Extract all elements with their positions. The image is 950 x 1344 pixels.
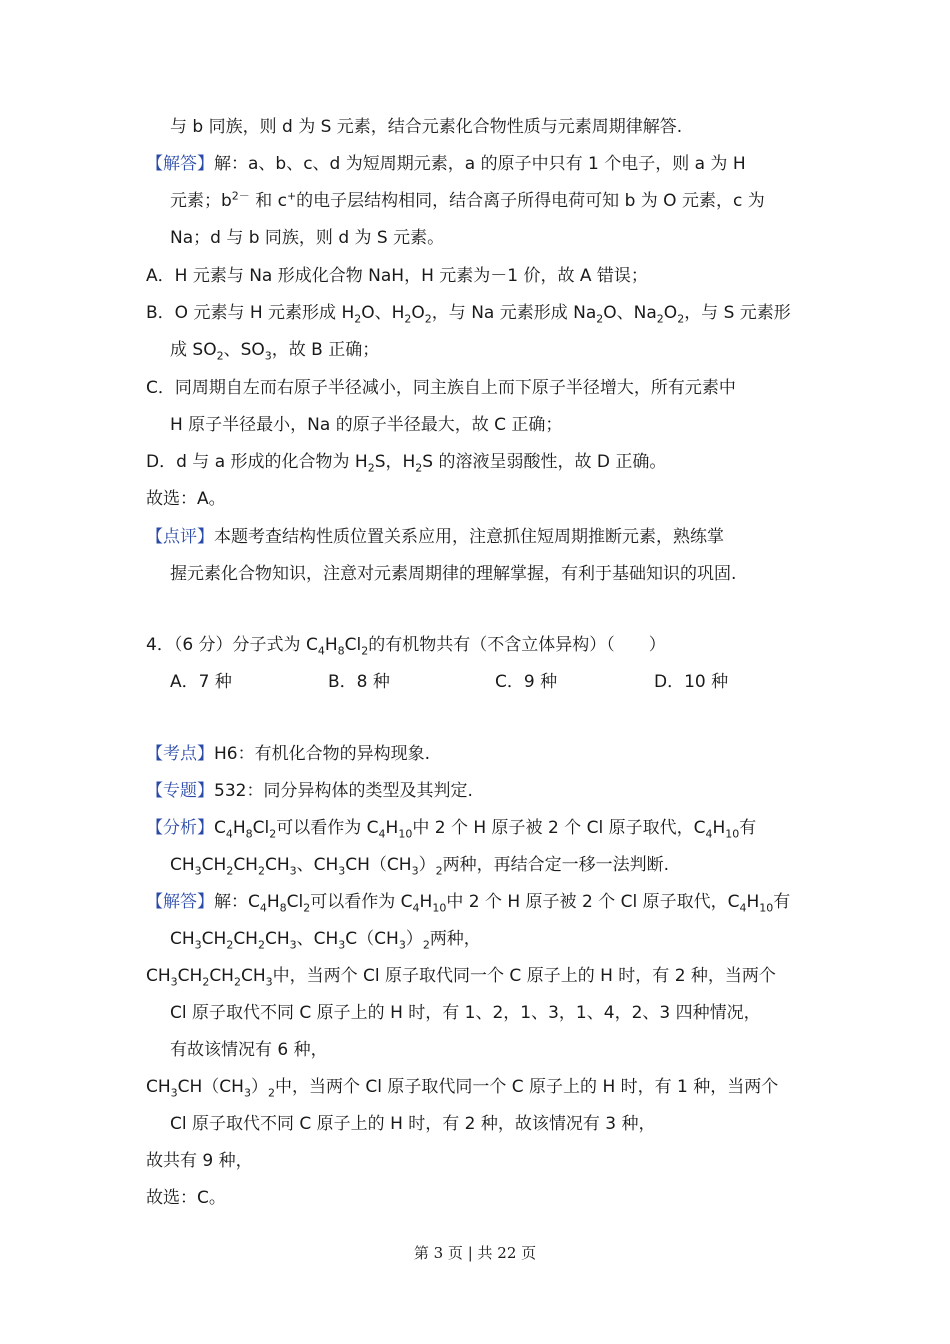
review-line-2: 握元素化合物知识，注意对元素周期律的理解掌握，有利于基础知识的巩固. [170, 564, 737, 584]
option-c: C．9 种 [495, 672, 558, 692]
q3-answer-line-3: Na；d 与 b 同族，则 d 为 S 元素。 [170, 228, 445, 248]
subscript: 2 [677, 312, 685, 326]
jieda-line-2 [170, 927, 481, 951]
text-seg: CH [170, 929, 195, 949]
text-seg: ，与 Na 元素形成 Na [431, 303, 597, 323]
text-seg: 两种， [429, 929, 481, 949]
subscript: 2 [435, 864, 443, 878]
subscript: 3 [243, 1086, 251, 1100]
subscript: 3 [264, 349, 272, 363]
zhuanti-line [146, 779, 473, 803]
subscript: 2 [404, 312, 412, 326]
text-seg: ，故 B 正确； [271, 340, 380, 360]
text-seg: 、SO [223, 340, 265, 360]
text-seg: 元素；b [170, 191, 232, 211]
subscript: 3 [338, 938, 346, 952]
jieda-line-1 [146, 890, 790, 914]
option-c-explanation-2: H 原子半径最小，Na 的原子半径最大，故 C 正确； [170, 415, 563, 435]
q3-answer-line-2 [170, 189, 765, 213]
subscript: 4 [739, 901, 747, 915]
text-seg: ） [250, 1077, 268, 1097]
text-seg: CH [201, 855, 227, 875]
text-seg: CH（CH [177, 1077, 244, 1097]
text-seg: 可以看作为 C [276, 818, 379, 838]
option-b-explanation [146, 301, 791, 325]
text-seg: Cl [252, 818, 270, 838]
text-seg: 、CH [296, 855, 339, 875]
subscript: 10 [725, 827, 740, 841]
fenxi-tag: 【分析】 [146, 818, 214, 838]
subscript: 3 [194, 938, 202, 952]
text-seg: 中，当两个 Cl 原子取代同一个 C 原子上的 H 时，有 1 种，当两个 [274, 1077, 779, 1097]
text-seg: ） [418, 855, 436, 875]
text-seg: CH [264, 929, 290, 949]
option-a: A．7 种 [170, 672, 232, 692]
text-seg: O [663, 303, 678, 323]
subscript: 2 [269, 827, 277, 841]
text-seg: 、CH [296, 929, 339, 949]
subscript: 4 [225, 827, 233, 841]
subscript: 2 [226, 938, 234, 952]
answer-tag: 【解答】 [146, 154, 214, 174]
text-seg: CH（CH [345, 855, 412, 875]
subscript: 2 [216, 349, 224, 363]
q3-answer-line-1 [146, 152, 746, 176]
subscript: 4 [378, 827, 386, 841]
option-b-explanation-2 [170, 338, 379, 362]
subscript: 2 [367, 461, 375, 475]
subscript: 3 [170, 975, 178, 989]
text-seg: O [411, 303, 425, 323]
zhuanti-tag: 【专题】 [146, 781, 214, 801]
text-seg: CH [240, 966, 266, 986]
text-seg: H [746, 892, 760, 912]
text-seg: O、H [361, 303, 405, 323]
text-seg: 成 SO [170, 340, 217, 360]
case-2-line-1 [146, 1075, 778, 1099]
total-line: 故共有 9 种， [146, 1151, 253, 1171]
subscript: 8 [279, 901, 287, 915]
case-1-line-2: Cl 原子取代不同 C 原子上的 H 时，有 1、2，1、3，1、4，2、3 四种情况， [170, 1003, 761, 1023]
subscript: 2 [303, 901, 311, 915]
subscript: 3 [289, 864, 297, 878]
text-seg: CH [264, 855, 290, 875]
text-seg: 4．（6 分）分子式为 C [146, 635, 318, 655]
text-seg: CH [146, 966, 171, 986]
text-seg: 中 2 个 H 原子被 2 个 Cl 原子取代，C [446, 892, 740, 912]
text-seg: 的电子层结构相同，结合离子所得电荷可知 b 为 O 元素，c 为 [296, 191, 765, 211]
review-text: 本题考查结构性质位置关系应用，注意抓住短周期推断元素，熟练掌 [214, 527, 724, 547]
subscript: 3 [338, 864, 346, 878]
text-seg: CH [170, 855, 195, 875]
text-seg: 解：C [214, 892, 260, 912]
text-seg: 的有机物共有（不含立体异构）（ ） [368, 635, 666, 655]
kaodian-line [146, 742, 430, 766]
subscript: 2 [257, 864, 265, 878]
text-seg: CH [209, 966, 234, 986]
answer-text: 解：a、b、c、d 为短周期元素，a 的原子中只有 1 个电子，则 a 为 H [214, 154, 746, 174]
case-1-line-3: 有故该情况有 6 种， [170, 1040, 328, 1060]
page-footer: 第 3 页 | 共 22 页 [413, 1244, 537, 1262]
subscript: 2 [361, 644, 369, 658]
text-seg: H [419, 892, 433, 912]
option-d: D．10 种 [654, 672, 729, 692]
text-seg: CH [177, 966, 203, 986]
text-seg: CH [201, 929, 227, 949]
text-seg: 和 c [249, 191, 287, 211]
subscript: 2 [415, 461, 423, 475]
subscript: 3 [289, 938, 297, 952]
subscript: 2 [422, 938, 430, 952]
q3-choice: 故选：A。 [146, 489, 226, 509]
text-seg: C [214, 818, 226, 838]
q4-choice: 故选：C。 [146, 1188, 226, 1208]
text-seg: CH [233, 855, 258, 875]
case-2-line-2: Cl 原子取代不同 C 原子上的 H 时，有 2 种，故该情况有 3 种， [170, 1114, 656, 1134]
subscript: 2 [226, 864, 234, 878]
subscript: 10 [759, 901, 774, 915]
subscript: 2 [233, 975, 241, 989]
text-seg: ，与 S 元素形 [684, 303, 791, 323]
text-seg: Cl [286, 892, 304, 912]
subscript: 2 [202, 975, 210, 989]
text-seg: H [266, 892, 280, 912]
subscript: 10 [432, 901, 447, 915]
superscript: + [286, 189, 297, 203]
text-seg: D．d 与 a 形成的化合物为 H [146, 452, 368, 472]
text-seg: 两种，再结合定一移一法判断. [442, 855, 669, 875]
text-seg: 有 [773, 892, 791, 912]
text-seg: Cl [344, 635, 362, 655]
subscript: 4 [317, 644, 325, 658]
subscript: 3 [265, 975, 273, 989]
text-seg: S 的溶液呈弱酸性，故 D 正确。 [422, 452, 667, 472]
text-seg: 中 2 个 H 原子被 2 个 Cl 原子取代，C [412, 818, 706, 838]
text-seg: H [385, 818, 399, 838]
review-line-1 [146, 525, 724, 549]
text-seg: 可以看作为 C [310, 892, 413, 912]
option-c-explanation: C．同周期自左而右原子半径减小，同主族自上而下原子半径增大，所有元素中 [146, 378, 736, 398]
text-seg: CH [233, 929, 258, 949]
analysis-tail: 与 b 同族，则 d 为 S 元素，结合元素化合物性质与元素周期律解答. [170, 117, 683, 137]
review-tag: 【点评】 [146, 527, 214, 547]
case-1-line-1 [146, 964, 776, 988]
subscript: 3 [194, 864, 202, 878]
jieda-tag: 【解答】 [146, 892, 214, 912]
subscript: 10 [398, 827, 413, 841]
subscript: 4 [412, 901, 420, 915]
subscript: 2 [656, 312, 664, 326]
text-seg: B．O 元素与 H 元素形成 H [146, 303, 355, 323]
kaodian-tag: 【考点】 [146, 744, 214, 764]
option-b: B．8 种 [328, 672, 390, 692]
text-seg: 有 [739, 818, 757, 838]
subscript: 4 [705, 827, 713, 841]
text-seg: H [324, 635, 338, 655]
subscript: 2 [596, 312, 604, 326]
subscript: 3 [398, 938, 406, 952]
fenxi-line-2 [170, 853, 669, 877]
text-seg: H [712, 818, 726, 838]
subscript: 3 [170, 1086, 178, 1100]
text-seg: CH [146, 1077, 171, 1097]
subscript: 8 [337, 644, 345, 658]
superscript: 2－ [231, 189, 250, 203]
option-d-explanation [146, 450, 666, 474]
subscript: 3 [411, 864, 419, 878]
text-seg: 中，当两个 Cl 原子取代同一个 C 原子上的 H 时，有 2 种，当两个 [272, 966, 776, 986]
text-seg: C（CH [345, 929, 399, 949]
question-4-stem [146, 633, 666, 657]
subscript: 2 [354, 312, 362, 326]
text-seg: S，H [374, 452, 416, 472]
zhuanti-text: 532：同分异构体的类型及其判定. [214, 781, 473, 801]
text-seg: H [232, 818, 246, 838]
option-a-explanation: A．H 元素与 Na 形成化合物 NaH，H 元素为－1 价，故 A 错误； [146, 266, 648, 286]
subscript: 2 [257, 938, 265, 952]
subscript: 2 [424, 312, 432, 326]
subscript: 4 [259, 901, 267, 915]
subscript: 8 [245, 827, 253, 841]
subscript: 2 [267, 1086, 275, 1100]
fenxi-line-1 [146, 816, 756, 840]
text-seg: ） [405, 929, 423, 949]
kaodian-text: H6：有机化合物的异构现象. [214, 744, 431, 764]
text-seg: O、Na [603, 303, 657, 323]
